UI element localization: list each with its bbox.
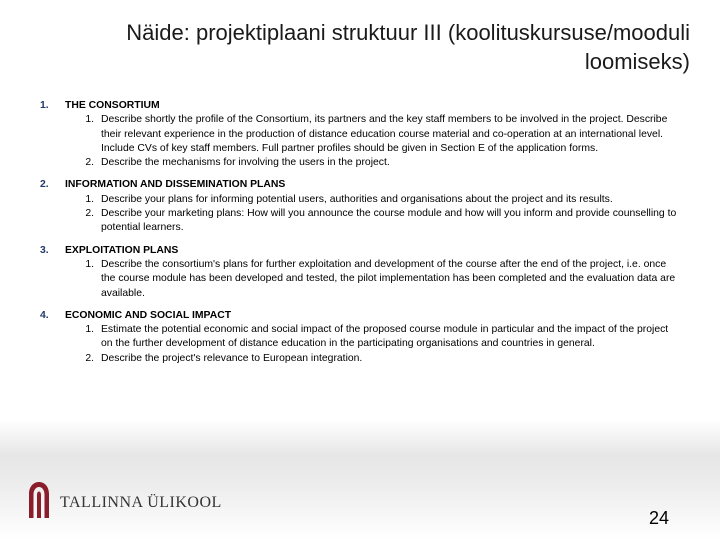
- item-text: Describe the mechanisms for involving the users in the project.: [101, 157, 390, 169]
- item-text: Estimate the potential economic and social impact of the proposed course module in particular and the impact of the project on the further development of distance education in the participating organisations and countries in general.: [101, 324, 669, 350]
- list-item: [65, 113, 680, 156]
- section: [40, 244, 680, 301]
- item-text: Describe your marketing plans: How will you announce the course module and how will you inform and provide counselling to potential learners.: [101, 208, 677, 234]
- list-item: [65, 352, 680, 366]
- list-item: [65, 323, 680, 352]
- list-item: [65, 207, 680, 236]
- section-title: EXPLOITATION PLANS: [65, 244, 179, 256]
- section-title: THE CONSORTIUM: [65, 100, 160, 111]
- slide-title: Näide: projektiplaani struktuur III (koolituskursuse/mooduli loomiseks): [126, 20, 690, 74]
- page-number: 24: [649, 508, 670, 528]
- section-number: 4.: [40, 309, 49, 321]
- item-text: Describe shortly the profile of the Consortium, its partners and the key staff members to be involved in the project. Describe their relevant experience in the production of distance education course material and co-operation at an international level. Include CVs of key staff members. Full partner profiles should be given in Section E of the application forms.: [101, 114, 668, 154]
- section-title: INFORMATION AND DISSEMINATION PLANS: [65, 179, 286, 191]
- list-item: [65, 156, 680, 170]
- item-number: 1.: [85, 114, 94, 126]
- item-text: Describe the consortium's plans for further exploitation and development of the course after the end of the project, i.e. once the course module has been developed and tested, the pilot implementation has been completed and the evaluation data are available.: [101, 258, 676, 299]
- section: [40, 99, 680, 170]
- tallinn-university-arch-icon: [26, 480, 52, 520]
- section-title: ECONOMIC AND SOCIAL IMPACT: [65, 309, 232, 321]
- item-number: 2.: [85, 208, 94, 220]
- item-text: Describe the project's relevance to European integration.: [101, 352, 363, 364]
- section: [40, 178, 680, 235]
- item-text: Describe your plans for informing potential users, authorities and organisations about the project and its results.: [101, 193, 613, 205]
- list-item: [65, 193, 680, 207]
- item-number: 1.: [85, 193, 94, 205]
- item-number: 2.: [85, 352, 94, 364]
- item-number: 2.: [85, 157, 94, 169]
- section-number: 3.: [40, 244, 49, 256]
- section: [40, 309, 680, 366]
- list-item: [65, 258, 680, 301]
- slide-content: [40, 99, 680, 374]
- logo-text: TALLINNA ÜLIKOOL: [60, 494, 222, 511]
- university-logo: [26, 480, 246, 520]
- section-number: 1.: [40, 100, 49, 111]
- item-number: 1.: [85, 258, 94, 270]
- item-number: 1.: [85, 324, 94, 336]
- section-number: 2.: [40, 179, 49, 191]
